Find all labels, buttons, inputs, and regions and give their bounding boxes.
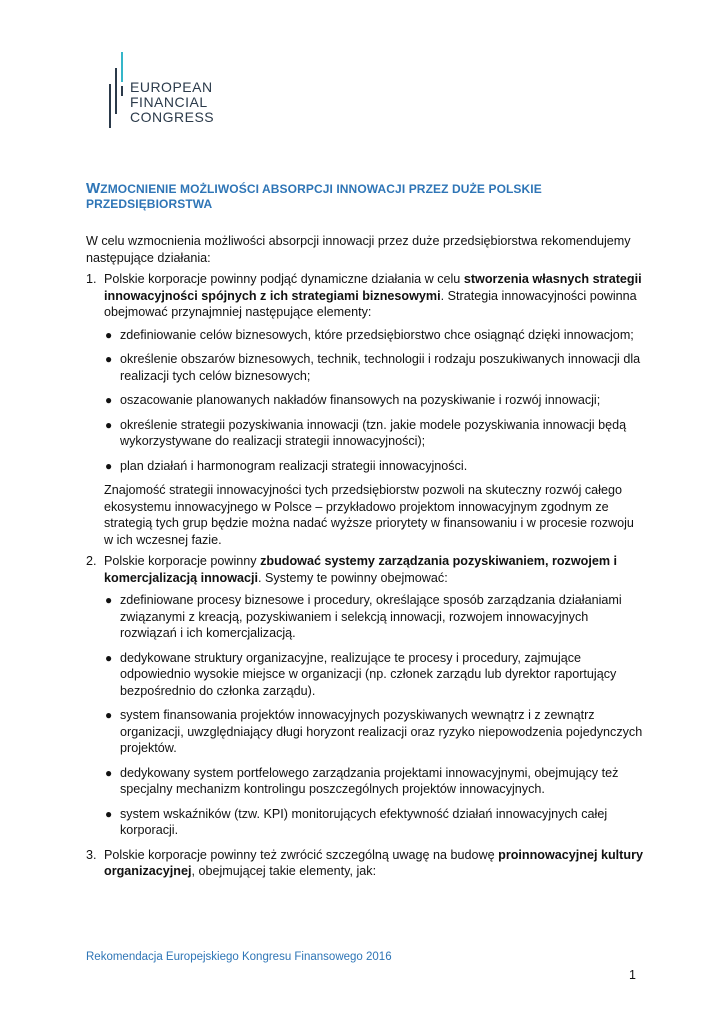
list-item-text: plan działań i harmonogram realizacji strategii innowacyjności.: [120, 458, 468, 473]
document-body: [86, 233, 646, 885]
bullet-list: [104, 327, 646, 475]
recommendation-3: [86, 847, 646, 880]
list-item: [104, 392, 646, 409]
logo-line-congress: CONGRESS: [130, 109, 215, 125]
document-title: [86, 180, 646, 211]
item-number: 2.: [86, 554, 97, 568]
logo-bars-icon: [106, 50, 130, 134]
text-bold: proinnowacyjnej kultury organizacyjnej: [104, 847, 643, 878]
bullet-icon: ●: [105, 417, 113, 432]
page-footer: Rekomendacja Europejskiego Kongresu Finansowego 2016: [86, 951, 392, 963]
logo-text: [130, 80, 214, 125]
list-item: [104, 417, 646, 450]
recommendation-text: [104, 271, 646, 321]
text-bold: zbudować systemy zarządzania pozyskiwaniem, rozwojem i komercjalizacją innowacji: [104, 554, 618, 585]
list-item: [104, 806, 646, 839]
intro-paragraph: W celu wzmocnienia możliwości absorpcji innowacji przez duże przedsiębiorstwa rekomendujemy następujące działania:: [86, 234, 631, 265]
recommendation-text: [104, 847, 646, 880]
list-item-text: zdefiniowane procesy biznesowe i procedury, określające sposób zarządzania działaniami związanymi z kreacją, pozyskiwaniem i selekcją innowacji, rozwojem innowacyjnych rozwiązań i ich komercjalizacją.: [120, 593, 622, 640]
bullet-icon: ●: [105, 393, 113, 407]
bullet-icon: ●: [105, 708, 113, 722]
bullet-icon: ●: [105, 650, 113, 665]
bullet-icon: ●: [105, 765, 113, 780]
list-item-text: określenie strategii pozyskiwania innowacji (tzn. jakie modele pozyskiwania innowacji będą wykorzystywane do realizacji strategii innowacyjności);: [120, 417, 627, 448]
list-item: [104, 650, 646, 700]
text-post: , obejmującej takie elementy, jak:: [191, 864, 377, 878]
closing-paragraph: Znajomość strategii innowacyjności tych przedsiębiorstw pozwoli na skuteczny rozwój całego ekosystemu innowacyjnego w Polsce – przykładowo projektom innowacyjnym zgodnym ze strategią tych grup będzie można nadać wyższe priorytety w finansowaniu i w procesie rozwoju w ich wczesnej fazie.: [104, 483, 634, 547]
list-item-text: system finansowania projektów innowacyjnych pozyskiwanych wewnątrz i z zewnątrz organizacji, uwzględniający długi horyzont realizacji oraz ryzyko niepowodzenia pojedynczych projektów.: [120, 708, 643, 755]
list-item: [104, 458, 646, 475]
text-post: . Strategia innowacyjności powinna obejmować przynajmniej następujące elementy:: [104, 288, 637, 319]
list-item: [104, 327, 646, 344]
item-number: 1.: [86, 272, 97, 286]
list-item-text: system wskaźników (tzw. KPI) monitorujących efektywność działań innowacyjnych całej korporacji.: [120, 806, 608, 837]
text-bold: stworzenia własnych strategii innowacyjności spójnych z ich strategiami biznesowymi: [104, 272, 642, 303]
list-item-text: dedykowane struktury organizacyjne, realizujące te procesy i procedury, zajmujące odpowiednio wysokie miejsce w organizacji (np. członek zarządu lub dyrektor raportujący bezpośrednio do członka zarządu).: [120, 650, 617, 698]
efc-logo: [106, 50, 216, 134]
logo-line-european: EUROPEAN: [130, 79, 213, 95]
bullet-icon: ●: [105, 327, 113, 342]
bullet-list: [104, 592, 646, 839]
bullet-icon: ●: [105, 352, 113, 366]
text-pre: Polskie korporacje powinny: [104, 554, 261, 568]
text-pre: Polskie korporacje powinny też zwrócić szczególną uwagę na budowę: [104, 847, 499, 862]
bullet-icon: ●: [105, 458, 113, 473]
list-item-text: oszacowanie planowanych nakładów finansowych na pozyskiwanie i rozwój innowacji;: [120, 393, 601, 407]
list-item-text: określenie obszarów biznesowych, technik, technologii i rodzaju poszukiwanych innowacji dla realizacji tych celów biznesowych;: [120, 352, 641, 383]
bullet-icon: ●: [105, 593, 113, 607]
text-post: . Systemy te powinny obejmować:: [258, 570, 448, 585]
list-item: [104, 351, 646, 384]
list-item: [104, 765, 646, 798]
title-rest: ZMOCNIENIE MOŻLIWOŚCI ABSORPCJI INNOWACJI PRZEZ DUŻE POLSKIE PRZEDSIĘBIORSTWA: [86, 182, 542, 211]
title-initial: W: [86, 180, 101, 197]
item-number: 3.: [86, 847, 97, 862]
list-item-text: zdefiniowanie celów biznesowych, które przedsiębiorstwo chce osiągnąć dzięki innowacjom;: [120, 327, 634, 342]
list-item: [104, 592, 646, 642]
recommendation-2: [86, 553, 646, 839]
bullet-icon: ●: [105, 806, 113, 821]
list-item: [104, 707, 646, 757]
recommendation-1: [86, 271, 646, 548]
list-item-text: dedykowany system portfelowego zarządzania projektami innowacyjnymi, obejmujący też specjalny mechanizm kontrolingu poszczególnych projektów innowacyjnych.: [120, 765, 619, 796]
text-pre: Polskie korporacje powinny podjąć dynamiczne działania w celu: [104, 272, 464, 286]
logo-line-financial: FINANCIAL: [130, 94, 208, 110]
page-number: 1: [629, 968, 636, 982]
recommendation-text: [104, 553, 646, 586]
